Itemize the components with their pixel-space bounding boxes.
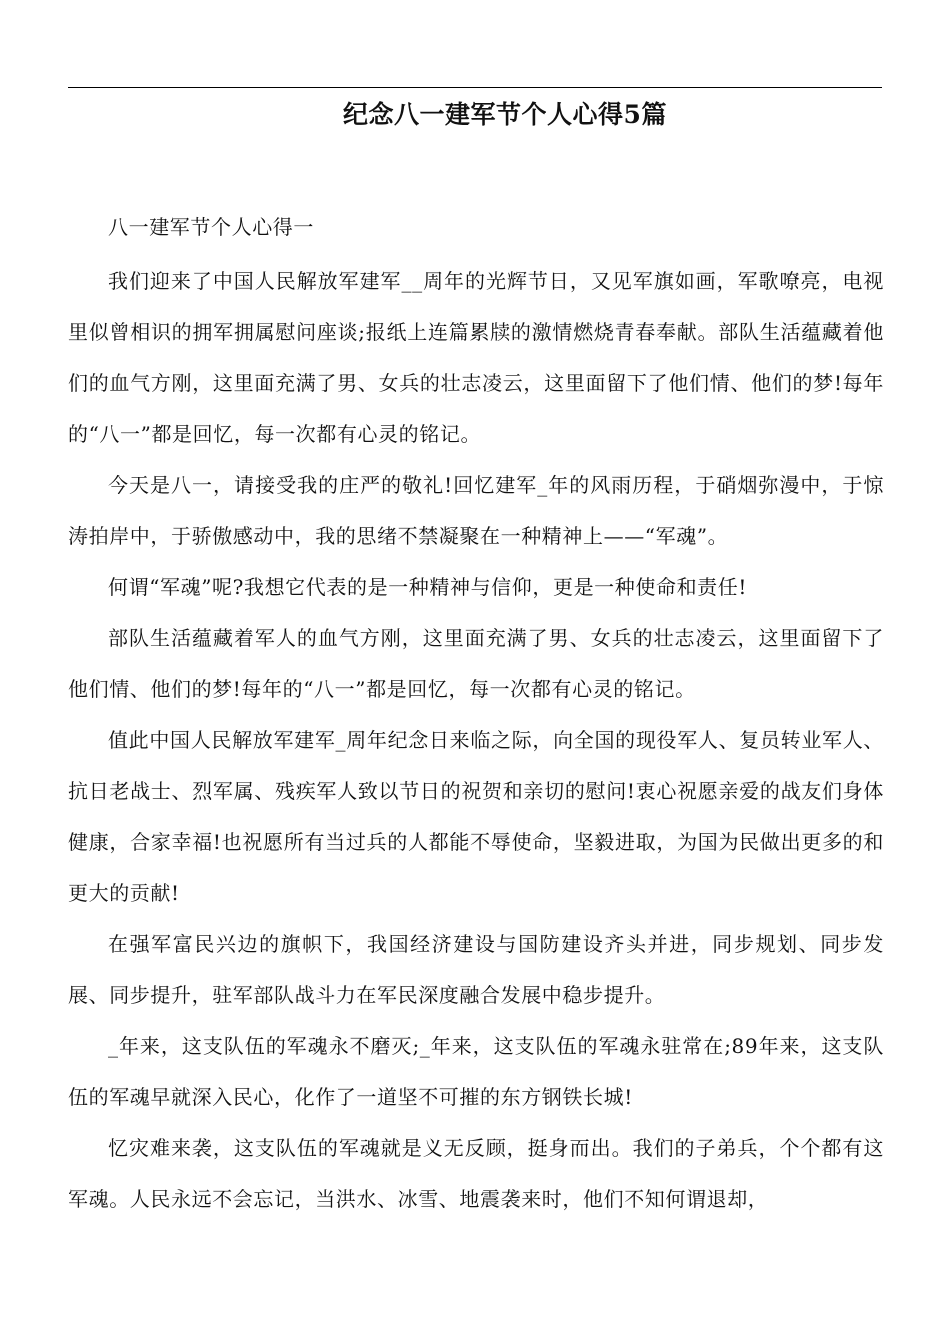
paragraph: 忆灾难来袭，这支队伍的军魂就是义无反顾，挺身而出。我们的子弟兵，个个都有这军魂。人民永远不会忘记，当洪水、冰雪、地震袭来时，他们不知何谓退却， [68,1136,884,1211]
paragraph: 部队生活蕴藏着军人的血气方刚，这里面充满了男、女兵的壮志凌云，这里面留下了他们情、他们的梦!每年的“八一”都是回忆，每一次都有心灵的铭记。 [68,626,884,701]
paragraph: 我们迎来了中国人民解放军建军__周年的光辉节日，又见军旗如画，军歌嘹亮，电视里似曾相识的拥军拥属慰问座谈;报纸上连篇累牍的激情燃烧青春奉献。部队生活蕴藏着他们的血气方刚，这里面充满了男、女兵的壮志凌云，这里面留下了他们情、他们的梦!每年的“八一”都是回忆，每一次都有心灵的铭记。 [68,269,884,446]
paragraph: 值此中国人民解放军建军_周年纪念日来临之际，向全国的现役军人、复员转业军人、抗日老战士、烈军属、残疾军人致以节日的祝贺和亲切的慰问!衷心祝愿亲爱的战友们身体健康，合家幸福!也祝愿所有当过兵的人都能不辱使命，坚毅进取，为国为民做出更多的和更大的贡献! [68,728,884,905]
paragraph: 在强军富民兴边的旗帜下，我国经济建设与国防建设齐头并进，同步规划、同步发展、同步提升，驻军部队战斗力在军民深度融合发展中稳步提升。 [68,932,884,1007]
header-rule [68,87,882,88]
document-body [68,205,884,1225]
section-heading: 八一建军节个人心得一 [108,215,314,239]
document-title: 纪念八一建军节个人心得5篇 [343,100,667,129]
paragraph: 今天是八一，请接受我的庄严的敬礼!回忆建军_年的风雨历程，于硝烟弥漫中，于惊涛拍岸中，于骄傲感动中，我的思绪不禁凝聚在一种精神上——“军魂”。 [68,473,884,548]
paragraph: 何谓“军魂”呢?我想它代表的是一种精神与信仰，更是一种使命和责任! [108,575,748,599]
paragraph: _年来，这支队伍的军魂永不磨灭;_年来，这支队伍的军魂永驻常在;89年来，这支队伍的军魂早就深入民心，化作了一道坚不可摧的东方钢铁长城! [68,1034,884,1109]
